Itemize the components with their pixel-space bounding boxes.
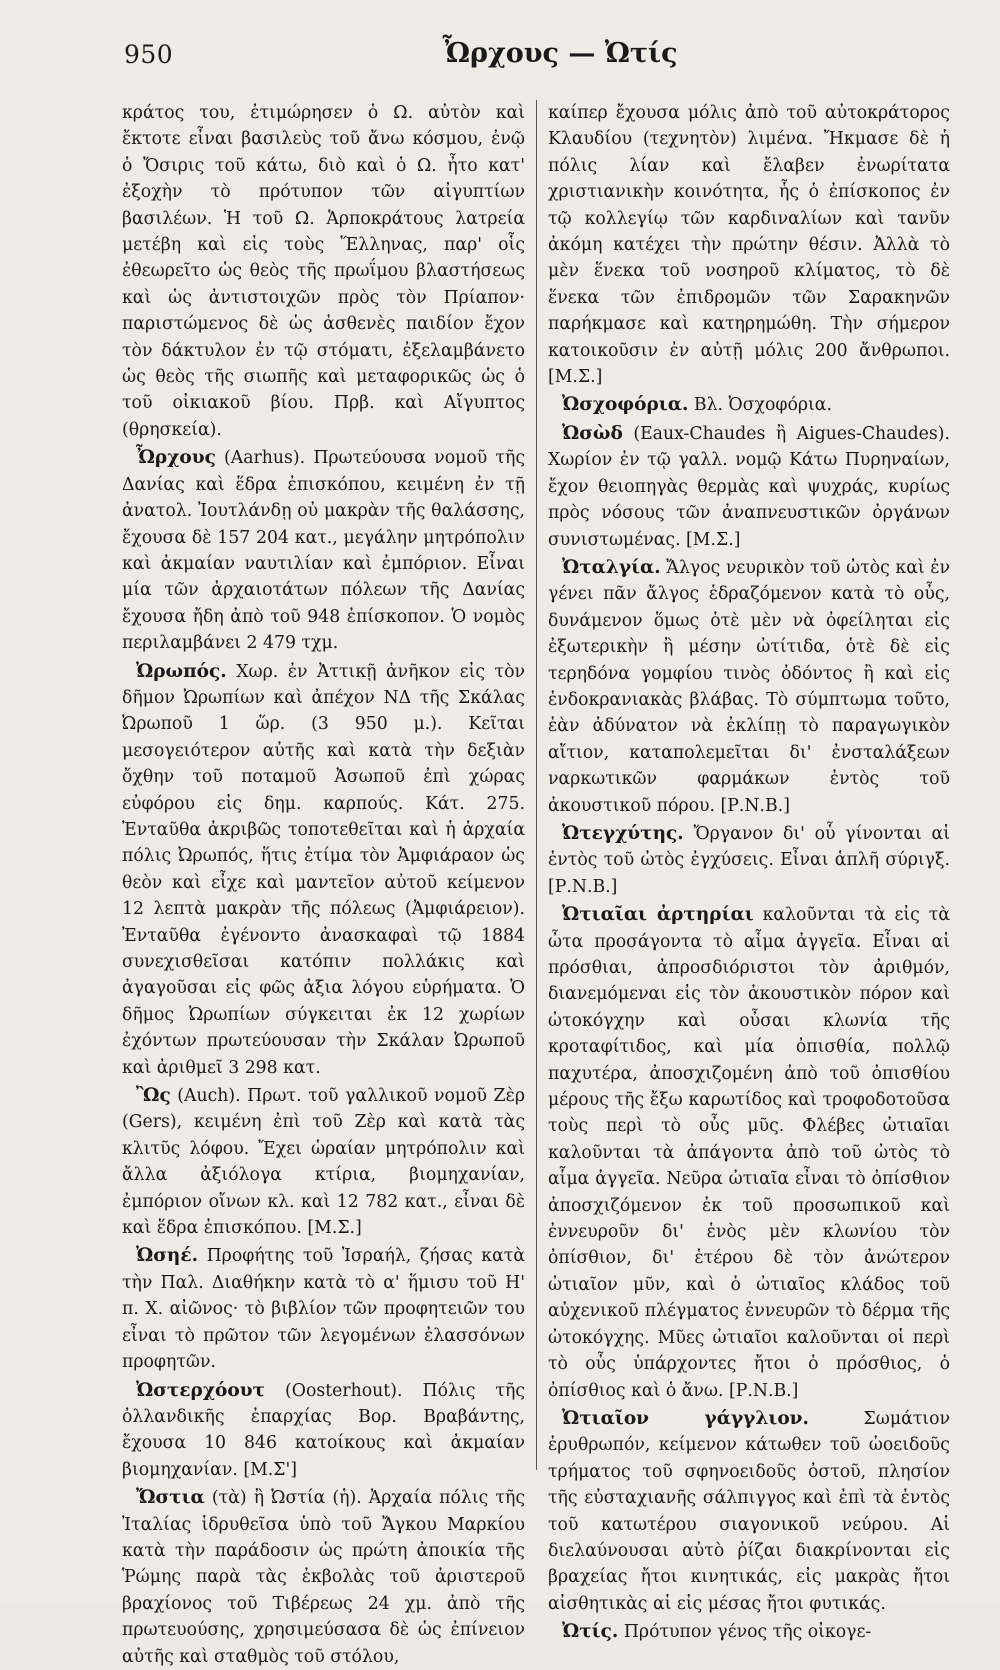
entry-text: Βλ. Ὀσχοφόρια. — [693, 395, 832, 416]
entry-headword: Ὠσχοφόρια. — [562, 394, 689, 416]
entry-text: (τὰ) ἢ Ὠστία (ἡ). Ἀρχαία πόλις τῆς Ἰταλίας ἱδρυθεῖσα ὑπὸ τοῦ Ἄγκου Μαρκίου κατὰ τὴν παράδοσιν ὡς πρώτη ἀποικία τῆς Ῥώμης παρὰ τὰς ἐκβολὰς τοῦ ἀριστεροῦ βραχίονος τοῦ Τιβέρεως 24 χμ. ἀπὸ τῆς πρωτευούσης, χρησιμεύσασα δὲ ὡς ἐπίνειον αὐτῆς καὶ σταθμὸς τοῦ στόλου, — [122, 1488, 525, 1667]
entry-headword: Ὠτεγχύτης. — [562, 822, 684, 844]
dictionary-entry — [548, 555, 950, 819]
dictionary-entry — [548, 821, 950, 900]
entry-text: καλοῦνται τὰ εἰς τὰ ὦτα προσάγοντα τὸ αἷμα ἀγγεῖα. Εἶναι αἱ πρόσθιαι, ἀπροσδιόριστοι τὸν ἀριθμόν, διανεμόμεναι εἰς τὸν ἀκουστικὸν πόρον καὶ ὠτοκόγχην καὶ οὖσαι κλωνία τῆς κροταφίτιδος, καὶ μία ὀπισθία, πολλῷ παχυτέρα, ἀποσχιζομένη ἀπὸ τοῦ ὀπισθίου μέρους τῆς ἔξω καρωτίδος καὶ τροφοδοτοῦσα τοὺς περὶ τὸ οὖς μῦς. Φλέβες ὠτιαῖαι καλοῦνται τὰ ἀπάγοντα ἀπὸ τοῦ ὠτὸς τὸ αἷμα ἀγγεῖα. Νεῦρα ὠτιαῖα εἶναι τὸ ὀπίσθιον ἀποσχιζόμενον ἐκ τοῦ προσωπικοῦ καὶ ἐννευροῦν δι' ἑνὸς μὲν κλωνίου τὸν ὀπίσθιον, δι' ἑτέρου δὲ τὸν ἀνώτερον ὠτιαῖον μῦν, καὶ ὁ ὠτιαῖος κλάδος τοῦ αὐχενικοῦ πλέγματος ἐννευρῶν τὸ δέρμα τῆς ὠτοκόγχης. Μῦες ὠτιαῖοι καλοῦνται οἱ περὶ τὸ οὖς ὑπάρχοντες ἤτοι ὁ πρόσθιος, ὁ ὀπίσθιος καὶ ὁ ἄνω. [Ρ.Ν.Β.] — [548, 905, 950, 1401]
dictionary-entry — [548, 421, 950, 553]
entry-text: Σωμάτιον ἐρυθρωπόν, κείμενον κάτωθεν τοῦ ὠοειδοῦς τρήματος τοῦ σφηνοειδοῦς ὀστοῦ, πλησίον τῆς εὐσταχιανῆς σάλπιγγος καὶ ἐπὶ τὰ ἐντὸς τοῦ κατωτέρου σιαγονικοῦ νεύρου. Αἱ διελαύνουσαι αὐτὸ ῥίζαι διακρίνονται εἰς βραχείας ἤτοι κινητικάς, εἰς μακρὰς ἤτοι αἰσθητικὰς αἱ εἰς μέσας ἤτοι φυτικάς. — [548, 1408, 950, 1614]
entry-headword: Ὠτιαῖον γάγγλιον. — [562, 1407, 809, 1429]
left-column — [122, 100, 525, 1670]
entry-headword: Ὠσηέ. — [136, 1245, 199, 1267]
entry-headword: Ὠταλγία. — [562, 556, 661, 578]
entry-text: κράτος του, ἐτιμώρησεν ὁ Ω. αὐτὸν καὶ ἔκτοτε εἶναι βασιλεὺς τοῦ ἄνω κόσμου, ἐνῷ ὁ Ὄσιρις τοῦ κάτω, διὸ καὶ ὁ Ω. ἦτο κατ' ἐξοχὴν τὸ πρότυπον τῶν αἰγυπτίων βασιλέων. Ἡ τοῦ Ω. Ἁρποκράτους λατρεία μετέβη καὶ εἰς τοὺς Ἕλληνας, παρ' οἷς ἐθεωρεῖτο ὡς θεὸς τῆς πρωΐμου βλαστήσεως καὶ ὡς ἀντιστοιχῶν πρὸς τὸν Πρίαπον· παριστώμενος δὲ ὡς ἀσθενὲς παιδίον ἔχον τὸν δάκτυλον ἐν τῷ στόματι, ἐξελαμβάνετο ὡς θεὸς τῆς σιωπῆς καὶ μεταφορικῶς ὡς ὁ τοῦ οἰκιακοῦ βίου. Πρβ. καὶ Αἴγυπτος (θρησκεία). — [122, 103, 525, 440]
entry-text: Ὄργανον δι' οὗ γίνονται αἱ ἐντὸς τοῦ ὠτὸς ἐγχύσεις. Εἶναι ἁπλῆ σύριγξ. [Ρ.Ν.Β.] — [548, 823, 950, 897]
entry-text: (Auch). Πρωτ. τοῦ γαλλικοῦ νομοῦ Ζὲρ (Gers), κειμένη ἐπὶ τοῦ Ζὲρ καὶ κατὰ τὰς κλιτῦς λόφου. Ἔχει ὡραίαν μητρόπολιν καὶ ἄλλα ἀξιόλογα κτίρια, βιομηχανίαν, ἐμπόριον οἴνων κλ. καὶ 12 782 κατ., εἶναι δὲ καὶ ἕδρα ἐπισκόπου. [Μ.Σ.] — [122, 1086, 525, 1239]
dictionary-entry — [122, 1378, 525, 1484]
entry-headword: Ὢς — [136, 1085, 171, 1107]
entry-text: Πρότυπον γένος τῆς οἰκογε- — [623, 1622, 872, 1643]
entry-headword: Ὦρχους — [136, 447, 216, 469]
running-head: Ὦρχους — Ὠτίς — [442, 38, 678, 69]
dictionary-entry — [122, 659, 525, 1082]
entry-text: καίπερ ἔχουσα μόλις ἀπὸ τοῦ αὐτοκράτορος Κλαυδίου (τεχνητὸν) λιμένα. Ἤκμασε δὲ ἡ πόλις λίαν καὶ ἔλαβεν ἐνωρίτατα χριστιανικὴν κοινότητα, ἧς ὁ ἐπίσκοπος ἐν τῷ κολλεγίῳ τῶν καρδιναλίων καὶ τανῦν ἀκόμη κατέχει τὴν πρώτην θέσιν. Ἀλλὰ τὸ μὲν ἕνεκα τοῦ νοσηροῦ κλίματος, τὸ δὲ ἕνεκα τῶν ἐπιδρομῶν τῶν Σαρακηνῶν παρήκμασε καὶ κατηρημώθη. Τὴν σήμερον κατοικοῦσιν ἐν αὐτῇ μόλις 200 ἄνθρωποι. [Μ.Σ.] — [548, 103, 950, 388]
entry-headword: Ὠστερχόουτ — [136, 1379, 265, 1401]
dictionary-entry — [548, 100, 950, 390]
entry-text: (Oosterhout). Πόλις τῆς ὀλλανδικῆς ἐπαρχίας Βορ. Βραβάντης, ἔχουσα 10 846 κατοίκους καὶ ἀκμαίαν βιομηχανίαν. [Μ.Σ'] — [122, 1380, 526, 1480]
dictionary-entry — [122, 100, 525, 443]
entry-text: (Aarhus). Πρωτεύουσα νομοῦ τῆς Δανίας καὶ ἕδρα ἐπισκόπου, κειμένη ἐν τῇ ἀνατολ. Ἰουτλάνδῃ οὐ μακρὰν τῆς θαλάσσης, ἔχουσα δὲ 157 204 κατ., μεγάλην μητρόπολιν καὶ ἀκμαίαν ναυτιλίαν καὶ ἐμπόριον. Εἶναι μία τῶν ἀρχαιοτάτων πόλεων τῆς Δανίας ἔχουσα ἤδη ἀπὸ τοῦ 948 ἐπίσκοπον. Ὁ νομὸς περιλαμβάνει 2 479 τχμ. — [122, 448, 525, 654]
entry-headword: Ὠρωπός. — [136, 660, 227, 682]
entry-text: (Eaux-Chaudes ἢ Aigues-Chaudes). Χωρίον ἐν τῷ γαλλ. νομῷ Κάτω Πυρηναίων, ἔχον θειοπηγὰς θερμὰς καὶ ψυχράς, κυρίως πρὸς νόσους τῶν ἀναπνευστικῶν ὀργάνων συνιστωμένας. [Μ.Σ.] — [548, 423, 950, 550]
dictionary-entry — [548, 1619, 950, 1645]
right-column — [548, 100, 950, 1646]
dictionary-entry — [122, 1083, 525, 1241]
entry-headword: Ὠτιαῖαι ἀρτηρίαι — [562, 904, 754, 926]
dictionary-entry — [122, 445, 525, 656]
page-number: 950 — [124, 40, 174, 69]
dictionary-entry — [548, 1406, 950, 1617]
entry-text: Προφήτης τοῦ Ἰσραήλ, ζήσας κατὰ τὴν Παλ. Διαθήκην κατὰ τὸ α' ἥμισυ τοῦ Η' π. Χ. αἰῶνος· τὸ βιβλίον τῶν προφητειῶν του εἶναι τὸ πρῶτον τῶν λεγομένων ἐλασσόνων προφητῶν. — [122, 1246, 525, 1373]
entry-headword: Ὠσὼδ — [562, 422, 623, 444]
dictionary-entry — [548, 392, 950, 418]
entry-text: Ἄλγος νευρικὸν τοῦ ὠτὸς καὶ ἐν γένει πᾶν ἄλγος ἑδραζόμενον κατὰ τὸ οὖς, δυνάμενον ὅμως ὁτὲ μὲν νὰ ὀφείληται εἰς ἐξωτερικὴν ἢ μέσην ὠτίτιδα, ὁτὲ δὲ εἰς τερηδόνα γομφίου τινὸς ὀδόντος ἢ καὶ εἰς ἐνδοκρανιακὰς βλάβας. Τὸ σύμπτωμα τοῦτο, ἐὰν ἀδύνατον νὰ ἐκλίπῃ τὸ παραγωγικὸν αἴτιον, καταπολεμεῖται δι' ἐνσταλάξεων ναρκωτικῶν φαρμάκων ἐντὸς τοῦ ἀκουστικοῦ πόρου. [Ρ.Ν.Β.] — [548, 557, 950, 816]
entry-headword: Ὠτίς. — [562, 1621, 619, 1643]
dictionary-entry — [122, 1485, 525, 1670]
dictionary-entry — [122, 1243, 525, 1375]
column-divider — [536, 100, 537, 1470]
dictionary-entry — [548, 902, 950, 1404]
entry-text: Χωρ. ἐν Ἀττικῇ ἀνῆκον εἰς τὸν δῆμον Ὠρωπίων καὶ ἀπέχον ΝΔ τῆς Σκάλας Ὠρωποῦ 1 ὥρ. (3 950 μ.). Κεῖται μεσογειότερον αὐτῆς καὶ κατὰ τὴν δεξιὰν ὄχθην τοῦ ποταμοῦ Ἀσωποῦ ἐπὶ χώρας εὐφόρου εἰς δημ. καρπούς. Κάτ. 275. Ἐνταῦθα ἀκριβῶς τοποτεθεῖται καὶ ἡ ἀρχαία πόλις Ὠρωπός, ἥτις ἐτίμα τὸν Ἀμφιάραον ὡς θεὸν καὶ εἶχε καὶ μαντεῖον αὐτοῦ κείμενον 12 λεπτὰ μακρὰν τῆς πόλεως (Ἀμφιάρειον). Ἐνταῦθα ἐγένοντο ἀνασκαφαὶ τῷ 1884 συνεχισθεῖσαι κατόπιν πολλάκις καὶ ἀγαγοῦσαι εἰς φῶς ἀξια λόγου εὑρήματα. Ὁ δῆμος Ὠρωπίων σύγκειται ἐκ 12 χωρίων ἐχόντων πρωτεύουσαν τὴν Σκάλαν Ὠρωποῦ καὶ ἀριθμεῖ 3 298 κατ. — [122, 661, 525, 1078]
entry-headword: Ὤστια — [136, 1487, 205, 1509]
